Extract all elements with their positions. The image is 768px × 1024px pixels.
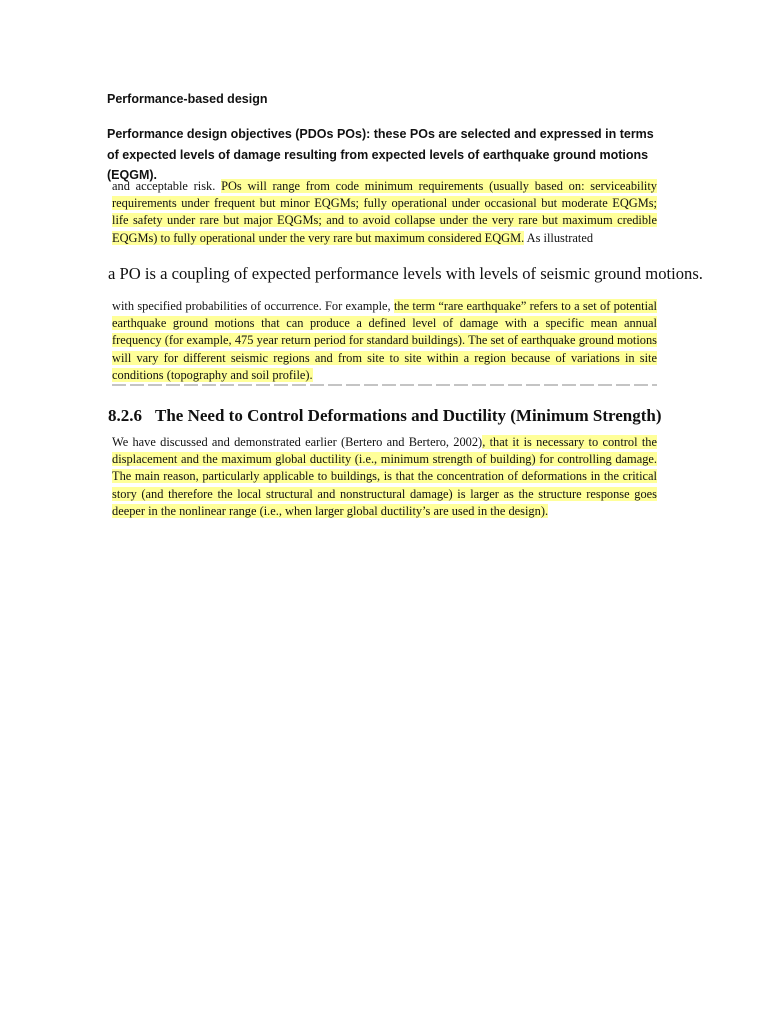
excerpt-2-highlight: the term “rare earthquake” refers to a set of potential earthquake ground motions that can produce a defined level of damage with a specific mean annual frequency (for example, 475 year return period for standard buildings). The set of earthquake ground motions will vary for different seismic regions and from site to site within a region because of variations in site conditions (topography and soil profile). bbox=[112, 299, 657, 382]
excerpt-3-highlight: , that it is necessary to control the displacement and the maximum global ductility (i.e., minimum strength of building) for controlling damage. The main reason, particularly applicable to buildings, is that the concentration of deformations in the critical story (and therefore the local structural and nonstructural damage) is larger as the structure response goes deeper in the nonlinear range (i.e., when larger global ductility’s are used in the design). bbox=[112, 435, 657, 518]
excerpt-paragraph-2 bbox=[112, 298, 657, 384]
excerpt-2-pre: with specified probabilities of occurrence. For example, bbox=[112, 299, 394, 313]
objectives-paragraph bbox=[107, 124, 667, 186]
excerpt-large-line: a PO is a coupling of expected performance levels with levels of seismic ground motions. bbox=[108, 264, 703, 283]
objectives-rest: these POs are selected and expressed in terms of expected levels of damage resulting from expected levels of earthquake ground motions (EQGM). bbox=[107, 127, 654, 182]
excerpt-1-pre: and acceptable risk. bbox=[112, 179, 222, 193]
excerpt-paragraph-3 bbox=[112, 434, 657, 520]
page-heading: Performance-based design bbox=[107, 92, 268, 106]
section-number: 8.2.6 bbox=[108, 406, 142, 425]
objectives-lead: Performance design objectives (PDOs POs): bbox=[107, 127, 371, 141]
section-title: The Need to Control Deformations and Ductility (Minimum Strength) bbox=[155, 406, 662, 425]
excerpt-1-highlight: POs will range from code minimum requirements (usually based on: serviceability requirements under frequent but minor EQGMs; fully operational under occasional but moderate EQGMs; life safety under rare but major EQGMs; and to avoid collapse under the very rare but maximum credible EQGMs) to fully operational under the very rare but maximum considered EQGM. bbox=[112, 179, 658, 245]
cropped-text-line bbox=[112, 382, 657, 387]
excerpt-paragraph-1 bbox=[112, 178, 657, 247]
section-heading bbox=[108, 406, 662, 426]
excerpt-3-pre: We have discussed and demonstrated earlier (Bertero and Bertero, 2002) bbox=[112, 435, 483, 449]
excerpt-1-post: As illustrated bbox=[524, 230, 594, 245]
